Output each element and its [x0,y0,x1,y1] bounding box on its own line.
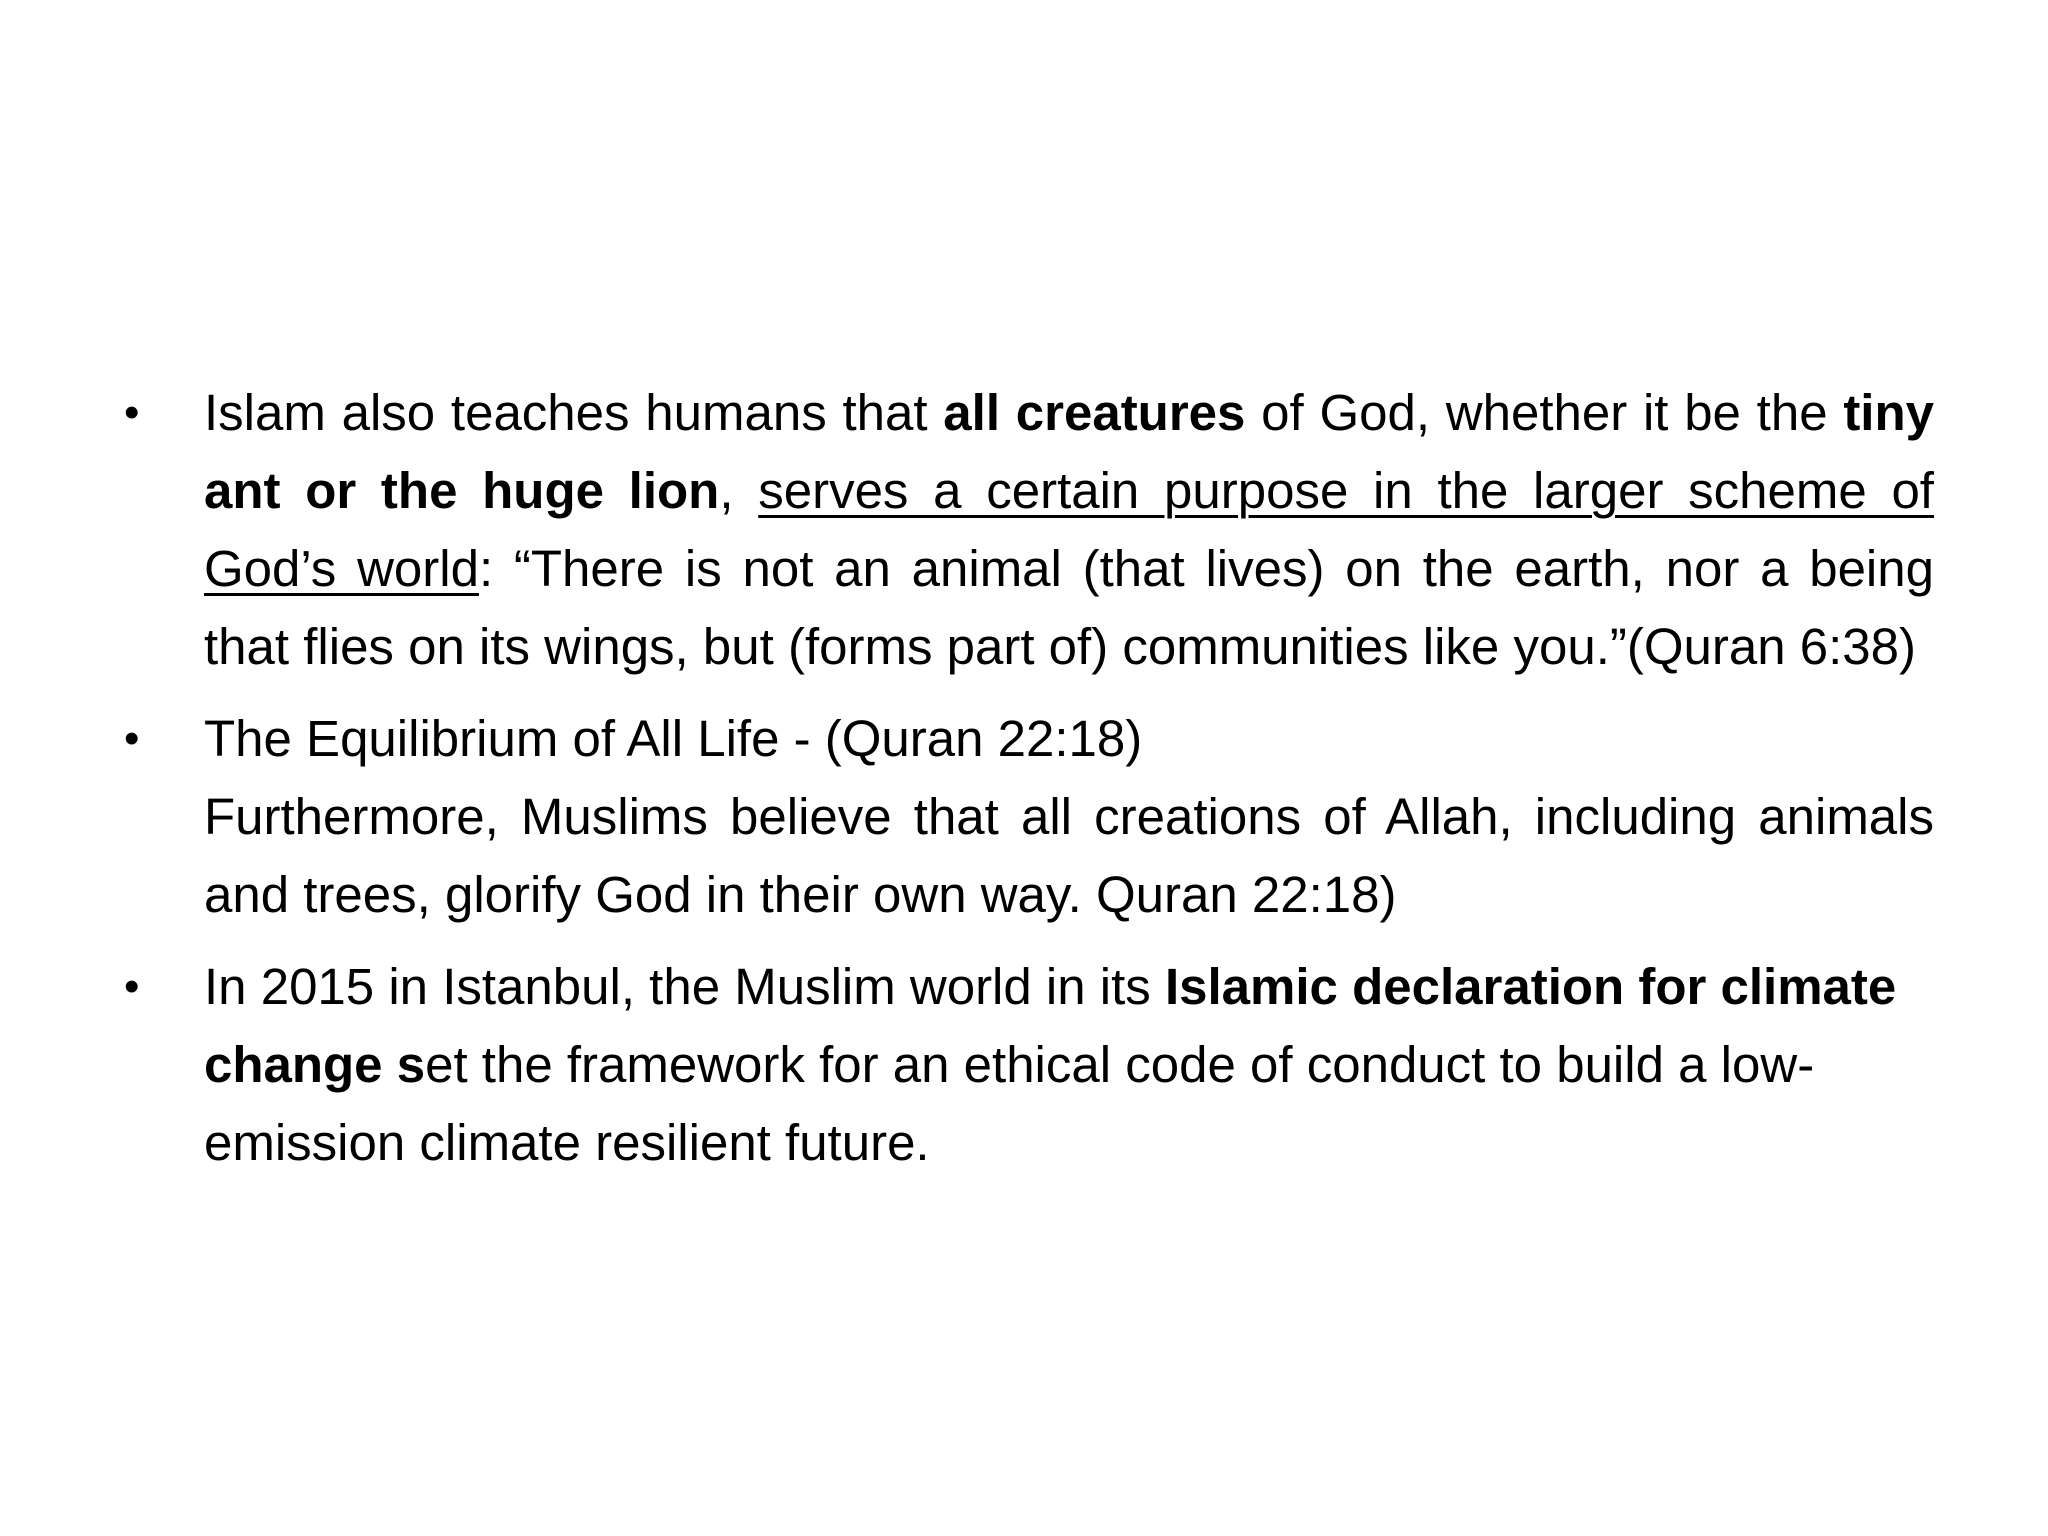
bullet-3-bold-declaration: Islamic declaration for climate change s [204,958,1897,1093]
bullet-1-underlined-purpose: serves a certain purpose in the larger scheme of God’s world [204,462,1934,597]
bullet-item-3 [116,948,1934,1182]
bullet-marker: • [124,388,140,437]
bullet-2-heading: The Equilibrium of All Life - (Quran 22:18) [204,710,1143,767]
bullet-1-bold-all-creatures: all creatures [943,384,1246,441]
bullet-1-text: of God, whether it be the [1245,384,1844,441]
bullet-2-text: Furthermore, Muslims believe that all creations of Allah, including animals and trees, glorify God in their own way. Quran 22:18) [204,788,1934,923]
bullet-3-text: In 2015 in Istanbul, the Muslim world in its [204,958,1165,1015]
bullet-3-text: et the framework for an ethical code of conduct to build a low-emission climate resilient future. [204,1036,1815,1171]
bullet-item-1 [116,374,1934,686]
bullet-marker: • [124,714,140,763]
bullet-1-text: , [719,462,759,519]
bullet-1-bold-ant-lion: tiny ant or the huge lion [204,384,1934,519]
bullet-item-2 [116,700,1934,934]
bullet-list [116,374,1934,1196]
bullet-1-text: Islam also teaches humans that [204,384,944,441]
bullet-marker: • [124,962,140,1011]
bullet-1-quote: : “There is not an animal (that lives) on the earth, nor a being that flies on its wings, but (forms part of) communities like you.”(Quran 6:38) [204,540,1934,675]
